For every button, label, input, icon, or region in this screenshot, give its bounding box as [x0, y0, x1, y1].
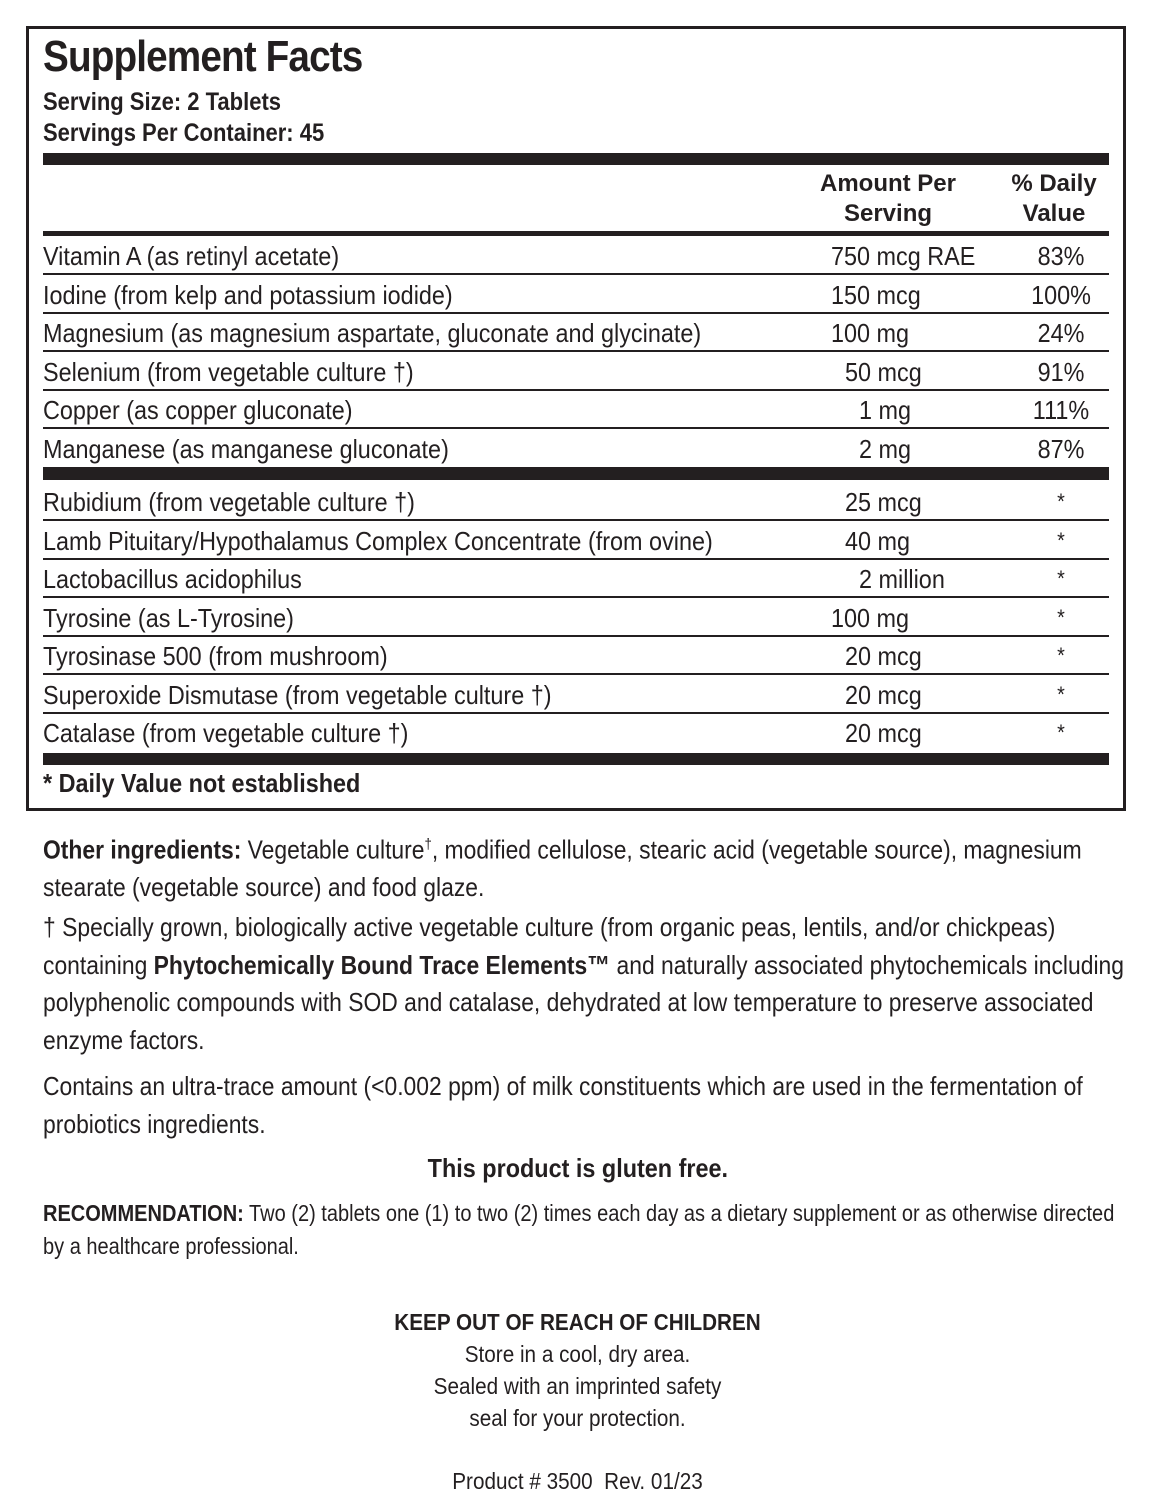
header-rule — [43, 231, 1109, 236]
nutrient-row — [43, 237, 1109, 275]
nutrient-amount: 2 mg — [859, 433, 912, 464]
nutrient-row — [43, 353, 1109, 391]
panel-title: Supplement Facts — [43, 32, 363, 81]
warning-line-2: Sealed with an imprinted safety — [433, 1373, 722, 1399]
warning-title: KEEP OUT OF REACH OF CHILDREN — [394, 1309, 761, 1335]
nutrient-daily-value: 87% — [1037, 433, 1085, 464]
nutrient-daily-value: * — [1057, 527, 1065, 553]
nutrient-row — [43, 430, 1109, 468]
nutrient-name: Iodine (from kelp and potassium iodide) — [43, 279, 453, 310]
column-header-daily-value: % Daily Value — [1011, 170, 1097, 227]
nutrient-row — [43, 676, 1109, 714]
storage-warning — [0, 1306, 1155, 1434]
nutrient-amount: 25 mcg — [845, 487, 922, 517]
nutrient-amount: 150 mcg — [831, 279, 921, 310]
daily-value-footnote: * Daily Value not established — [43, 768, 361, 798]
nutrient-name: Magnesium (as magnesium aspartate, gluconate and glycinate) — [43, 318, 702, 348]
nutrient-name: Tyrosinase 500 (from mushroom) — [43, 641, 388, 671]
nutrient-daily-value: * — [1057, 720, 1065, 745]
serving-size: Serving Size: 2 Tablets — [43, 88, 282, 116]
nutrient-name: Copper (as copper gluconate) — [43, 395, 353, 425]
product-number: Product # 3500 Rev. 01/23 — [452, 1468, 703, 1494]
nutrient-name: Catalase (from vegetable culture †) — [43, 718, 409, 748]
warning-line-3: seal for your protection. — [469, 1405, 686, 1431]
nutrient-row — [43, 560, 1109, 598]
recommendation-label: RECOMMENDATION: — [43, 1200, 244, 1226]
nutrient-name: Tyrosine (as L-Tyrosine) — [43, 602, 294, 633]
nutrient-row — [43, 637, 1109, 675]
thick-rule-top — [43, 153, 1109, 165]
nutrient-name: Rubidium (from vegetable culture †) — [43, 487, 415, 517]
nutrient-daily-value: 24% — [1037, 318, 1085, 348]
nutrient-daily-value: 111% — [1032, 395, 1090, 425]
gluten-free-statement: This product is gluten free. — [427, 1153, 728, 1183]
nutrient-daily-value: 83% — [1037, 241, 1085, 271]
dagger-mark: † — [424, 836, 432, 853]
nutrient-row — [43, 522, 1109, 560]
nutrient-daily-value: * — [1057, 681, 1065, 707]
thick-rule-bottom — [43, 753, 1109, 765]
recommendation: RECOMMENDATION: Two (2) tablets one (1) to two (2) times each day as a dietary supplement or as otherwise directed by a healthcare professional. — [43, 1200, 1115, 1259]
nutrient-amount: 50 mcg — [845, 356, 922, 387]
thick-rule-middle — [43, 467, 1109, 480]
nutrient-name: Vitamin A (as retinyl acetate) — [43, 241, 340, 271]
nutrient-row — [43, 483, 1109, 521]
trace-elements-trademark: Phytochemically Bound Trace Elements™ — [153, 949, 611, 980]
nutrient-daily-value: 100% — [1031, 279, 1091, 310]
nutrient-amount: 100 mg — [831, 318, 910, 348]
nutrient-row — [43, 599, 1109, 637]
nutrient-row — [43, 714, 1109, 752]
column-header-amount: Amount Per Serving — [819, 170, 956, 227]
servings-per-container: Servings Per Container: 45 — [43, 119, 325, 147]
nutrient-amount: 20 mcg — [845, 641, 922, 671]
nutrient-daily-value: * — [1057, 566, 1065, 591]
vegetable-culture-note: † Specially grown, biologically active vegetable culture (from organic peas, lentils, and/or chickpeas) containing Phytochemically Bound Trace Elements™ and naturally associated phytochemicals including polyphenolic compounds with SOD and catalase, dehydrated at low temperature to preserve associated enzyme factors. — [43, 912, 1124, 1055]
nutrient-amount: 100 mg — [831, 602, 910, 633]
nutrient-name: Lamb Pituitary/Hypothalamus Complex Concentrate (from ovine) — [43, 525, 713, 556]
milk-notice: Contains an ultra-trace amount (<0.002 ppm) of milk constituents which are used in the fermentation of probiotics ingredients. — [43, 1071, 1083, 1139]
nutrient-amount: 40 mg — [845, 525, 911, 556]
nutrient-daily-value: * — [1057, 604, 1065, 630]
other-ingredients: Other ingredients: Vegetable culture†, modified cellulose, stearic acid (vegetable source), magnesium stearate (vegetable source) and food glaze. — [43, 834, 1082, 903]
nutrient-daily-value: 91% — [1037, 356, 1085, 387]
nutrient-daily-value: * — [1057, 643, 1065, 668]
nutrient-row — [43, 391, 1109, 429]
other-ingredients-label: Other ingredients: — [43, 834, 242, 865]
warning-line-1: Store in a cool, dry area. — [464, 1341, 691, 1367]
nutrient-name: Lactobacillus acidophilus — [43, 564, 302, 594]
nutrient-amount: 750 mcg RAE — [831, 241, 976, 271]
nutrient-amount: 20 mcg — [845, 718, 922, 748]
nutrient-name: Selenium (from vegetable culture †) — [43, 356, 414, 387]
nutrient-name: Superoxide Dismutase (from vegetable culture †) — [43, 679, 552, 710]
nutrient-row — [43, 314, 1109, 352]
nutrient-amount: 1 mg — [859, 395, 912, 425]
nutrient-name: Manganese (as manganese gluconate) — [43, 433, 449, 464]
nutrient-amount: 20 mcg — [845, 679, 922, 710]
nutrient-amount: 2 million — [859, 564, 945, 594]
nutrient-row — [43, 276, 1109, 314]
nutrient-daily-value: * — [1057, 489, 1065, 514]
